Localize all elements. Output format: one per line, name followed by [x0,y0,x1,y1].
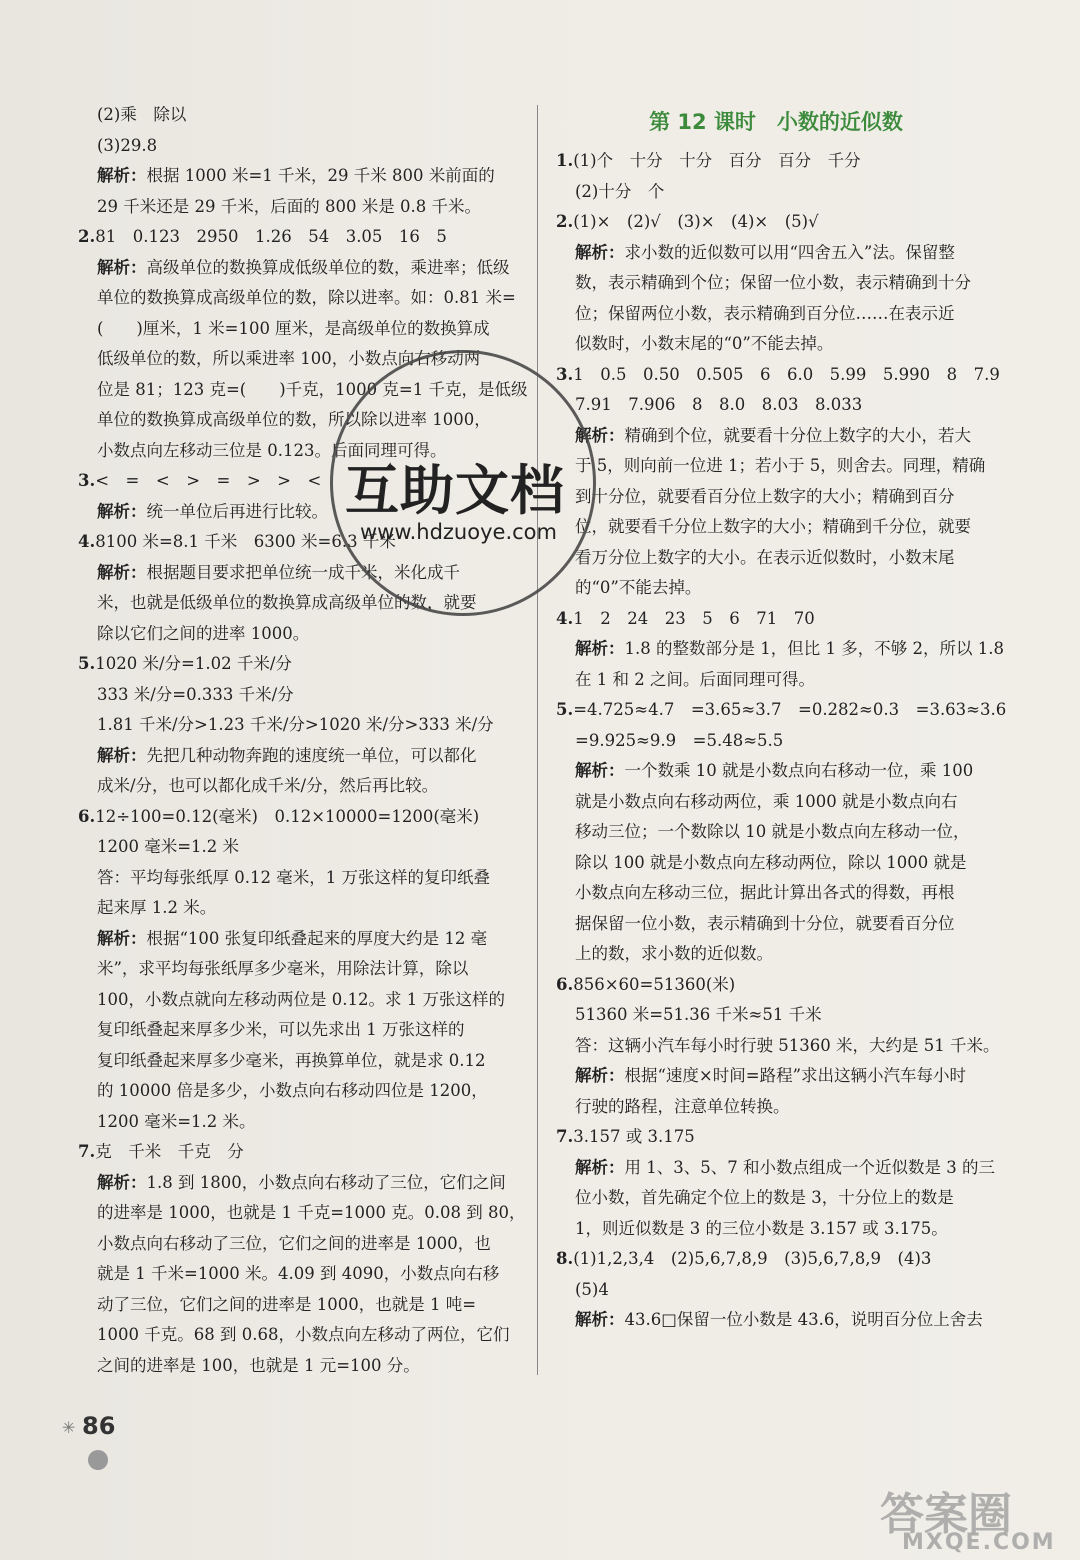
line-text: 51360 米=51.36 千米≈51 千米 [575,1005,822,1024]
line-text: 1 2 24 23 5 6 71 70 [573,608,815,628]
text-line [78,1015,518,1046]
text-line [556,665,996,696]
line-text: 100，小数点就向左移动两位是 0.12。求 1 万张这样的 [97,989,505,1009]
line-text: 统一单位后再进行比较。 [146,501,328,521]
right-column [556,100,1007,1336]
line-text: 米”，求平均每张纸厚多少毫米，用除法计算，除以 [97,959,469,978]
text-line [78,1290,518,1321]
line-text: 移动三位；一个数除以 10 就是小数点向左移动一位， [575,822,970,841]
section-heading: 第 12 课时 小数的近似数 [649,110,903,134]
text-line [556,787,996,818]
text-line [556,1214,996,1245]
text-line [78,131,518,162]
text-line [78,863,518,894]
text-line [556,573,996,604]
line-text: 答：平均每张纸厚 0.12 毫米，1 万张这样的复印纸叠 [97,867,490,887]
question-number: 6. [556,974,574,994]
text-line [556,1061,996,1092]
text-line [78,802,518,833]
text-line [78,283,518,314]
line-text: 精确到个位，就要看十分位上数字的大小，若大 [624,425,971,445]
question-number: 4. [78,532,96,551]
line-text: 1200 毫米=1.2 米 [97,837,240,856]
text-line [78,619,518,650]
line-text: 小数点向左移动三位是 0.123。后面同理可得。 [97,440,447,460]
analysis-label: 解析： [575,639,625,658]
text-line [78,1259,518,1290]
question-number: 3. [556,364,574,384]
question-number: 4. [556,608,574,628]
line-text: (2)十分 个 [575,181,665,201]
line-text: 复印纸叠起来厚多少米，可以先求出 1 万张这样的 [97,1020,465,1039]
question-number: 1. [556,151,574,170]
text-line [78,314,518,345]
analysis-label: 解析： [575,425,625,445]
analysis-label: 解析： [97,166,147,185]
text-line [78,985,518,1016]
text-line [78,741,518,772]
line-text: 上的数，求小数的近似数。 [575,944,773,963]
line-text: 1 0.5 0.50 0.505 6 6.0 5.99 5.990 8 7.9 [573,364,1000,384]
text-line [78,832,518,863]
text-line [556,390,996,421]
analysis-label: 解析： [97,501,147,521]
text-line [556,1153,996,1184]
text-line [556,207,996,238]
text-line [78,1229,518,1260]
text-line [556,421,996,452]
text-line [78,1168,518,1199]
stamp-url: www.hdzuoye.com [360,520,557,544]
line-text: 成米/分，也可以都化成千米/分，然后再比较。 [97,776,439,795]
text-line [78,161,518,192]
line-text: 单位的数换算成高级单位的数，所以除以进率 1000， [97,410,491,429]
corner-watermark-url: MXQE.COM [902,1530,1056,1555]
line-text: 在 1 和 2 之间。后面同理可得。 [575,669,815,689]
line-text: (3)29.8 [97,135,158,155]
text-line [556,756,996,787]
text-line [556,634,1004,665]
line-text: 1，则近似数是 3 的三位小数是 3.157 或 3.175。 [575,1218,948,1238]
text-line [556,1000,996,1031]
text-line [556,939,996,970]
text-line [78,649,518,680]
line-text: 除以它们之间的进率 1000。 [97,623,310,643]
question-number: 2. [556,212,574,231]
line-text: 8100 米=8.1 千米 6300 米=6.3 千米 [95,532,396,551]
analysis-label: 解析： [97,257,147,277]
analysis-label: 解析： [97,562,147,582]
line-text: 数，表示精确到个位；保留一位小数，表示精确到十分 [575,273,971,292]
line-text: 克 千米 千克 分 [95,1142,244,1161]
line-text: 位；保留两位小数，表示精确到百分位……在表示近 [575,303,955,323]
question-number: 2. [78,227,96,246]
line-text: 小数点向左移动三位，据此计算出各式的得数，再根 [575,883,955,902]
text-line [556,1305,996,1336]
analysis-label: 解析： [97,745,147,765]
text-line [556,1031,1000,1062]
line-text: 用 1、3、5、7 和小数点组成一个近似数是 3 的三 [624,1157,995,1177]
line-text: 81 0.123 2950 1.26 54 3.05 16 5 [95,227,447,246]
question-number: 3. [78,471,96,490]
line-text: 1000 千克。68 到 0.68，小数点向左移动了两位，它们 [97,1325,510,1344]
decorative-dot [88,1450,108,1470]
text-line [556,146,996,177]
analysis-label: 解析： [575,761,625,780]
text-line [78,771,518,802]
text-line [556,909,996,940]
line-text: 起来厚 1.2 米。 [97,898,217,917]
line-text: 除以 100 就是小数点向左移动两位，除以 1000 就是 [575,852,967,872]
question-number: 8. [556,1249,574,1268]
line-text: 1.8 的整数部分是 1，但比 1 多，不够 2，所以 1.8 [624,639,1004,658]
text-line [556,329,996,360]
line-text: 的 10000 倍是多少，小数点向右移动四位是 1200， [97,1081,488,1100]
line-text: =9.925≈9.9 =5.48≈5.5 [575,730,784,750]
question-number: 7. [556,1127,574,1146]
text-line [78,192,518,223]
line-text: 据保留一位小数，表示精确到十分位，就要看百分位 [575,913,955,933]
line-text: 行驶的路程，注意单位转换。 [575,1096,790,1116]
text-line [556,482,996,513]
analysis-label: 解析： [97,928,147,948]
line-text: 根据 1000 米=1 千米，29 千米 800 米前面的 [146,166,495,185]
question-number: 5. [556,700,574,719]
text-line [556,177,996,208]
text-line [78,1137,518,1168]
text-line [78,100,518,131]
text-line [556,360,1000,391]
line-text: 7.91 7.906 8 8.0 8.03 8.033 [575,395,863,414]
line-text: 之间的进率是 100，也就是 1 元=100 分。 [97,1355,420,1375]
text-line [556,970,996,1001]
text-line [556,451,996,482]
line-text: 就是小数点向右移动两位，乘 1000 就是小数点向右 [575,791,958,811]
text-line [78,222,518,253]
left-column [78,100,528,1381]
line-text: 1.8 到 1800，小数点向右移动了三位，它们之间 [146,1172,506,1192]
text-line [78,1046,518,1077]
line-text: 动了三位，它们之间的进率是 1000，也就是 1 吨= [97,1294,477,1314]
line-text: 似数时，小数末尾的“0”不能去掉。 [575,334,834,353]
line-text: 低级单位的数，所以乘进率 100，小数点向右移动两 [97,349,481,368]
text-line [556,268,996,299]
line-text: 333 米/分=0.333 千米/分 [97,684,294,704]
text-line [78,710,518,741]
line-text: 答：这辆小汽车每小时行驶 51360 米，大约是 51 千米。 [575,1035,1000,1055]
text-line [556,817,996,848]
line-text: 看万分位上数字的大小。在表示近似数时，小数末尾 [575,547,955,567]
line-text: 位小数，首先确定个位上的数是 3，十分位上的数是 [575,1188,954,1207]
text-line [78,680,518,711]
line-text: (1)个 十分 十分 百分 百分 千分 [573,151,861,170]
line-text: 根据题目要求把单位统一成千米，米化成千 [146,562,460,582]
line-text: 于 5，则向前一位进 1；若小于 5，则舍去。同理，精确 [575,456,986,475]
line-text: =4.725≈4.7 =3.65≈3.7 =0.282≈0.3 =3.63≈3.6 [573,700,1007,719]
analysis-label: 解析： [575,1066,625,1085]
line-text: 3.157 或 3.175 [573,1127,695,1146]
line-text: (1)1,2,3,4 (2)5,6,7,8,9 (3)5,6,7,8,9 (4)3 [573,1249,932,1268]
line-text: 就是 1 千米=1000 米。4.09 到 4090，小数点向右移 [97,1264,500,1283]
question-number: 7. [78,1142,96,1161]
text-line [78,1198,526,1229]
text-line [78,924,518,955]
question-number: 6. [78,806,96,826]
text-line [556,543,996,574]
text-line [556,878,996,909]
text-line [78,954,518,985]
text-line [556,512,996,543]
text-line [556,726,996,757]
star-icon: ✳ [62,1418,76,1437]
analysis-label: 解析： [575,242,625,262]
text-line [78,1351,518,1382]
text-line [556,695,1007,726]
line-text: 的“0”不能去掉。 [575,578,702,597]
line-text: 的进率是 1000，也就是 1 千克=1000 克。0.08 到 80， [97,1203,526,1222]
line-text: 1200 毫米=1.2 米。 [97,1111,256,1131]
text-line [556,1275,996,1306]
text-line [78,253,518,284]
text-line [78,1320,518,1351]
text-line [556,1244,996,1275]
stamp-title: 互助文档 [345,459,565,522]
text-line [556,848,996,879]
question-number: 5. [78,654,96,673]
text-line [556,238,996,269]
text-line [78,1076,518,1107]
line-text: 根据“100 张复印纸叠起来的厚度大约是 12 毫 [146,928,488,948]
line-text: 高级单位的数换算成低级单位的数，乘进率；低级 [146,257,510,277]
line-text: 43.6□保留一位小数是 43.6，说明百分位上舍去 [624,1310,983,1329]
line-text: 米，也就是低级单位的数换算成高级单位的数，就要 [97,593,477,612]
line-text: 单位的数换算成高级单位的数，除以进率。如：0.81 米= [97,288,516,307]
column-divider [537,105,538,1375]
line-text: 1.81 千米/分>1.23 千米/分>1020 米/分>333 米/分 [97,715,494,734]
text-line [78,1107,518,1138]
text-line [78,893,518,924]
analysis-label: 解析： [575,1310,625,1329]
line-text: (2)乘 除以 [97,105,187,124]
line-text: 29 千米还是 29 千米，后面的 800 米是 0.8 千米。 [97,196,481,216]
line-text: 位，就要看千分位上数字的大小；精确到千分位，就要 [575,517,971,536]
line-text: 小数点向右移动了三位，它们之间的进率是 1000，也 [97,1233,491,1253]
text-line [556,299,996,330]
line-text: 根据“速度×时间=路程”求出这辆小汽车每小时 [624,1066,967,1085]
analysis-label: 解析： [97,1172,147,1192]
line-text: (1)× (2)√ (3)× (4)× (5)√ [573,212,819,231]
corner-watermark-title: 答案圈 [880,1489,1012,1540]
line-text: 一个数乘 10 就是小数点向右移动一位，乘 100 [624,761,974,780]
line-text: 1020 米/分=1.02 千米/分 [95,654,292,673]
text-line [556,604,996,635]
page-number: 86 [82,1412,116,1440]
line-text: 复印纸叠起来厚多少毫米，再换算单位，就是求 0.12 [97,1050,486,1070]
line-text: (5)4 [575,1279,609,1299]
analysis-label: 解析： [575,1157,625,1177]
line-text: < = < > = > > < [95,471,322,490]
text-line [556,1183,996,1214]
line-text: 求小数的近似数可以用“四舍五入”法。保留整 [624,242,955,262]
line-text: 先把几种动物奔跑的速度统一单位，可以都化 [146,745,477,765]
line-text: 12÷100=0.12(毫米) 0.12×10000=1200(毫米) [95,806,480,826]
text-line [556,1092,996,1123]
line-text: ( )厘米，1 米=100 厘米，是高级单位的数换算成 [97,318,490,338]
line-text: 位是 81；123 克=( )千克，1000 克=1 千克，是低级 [97,379,528,399]
line-text: 到十分位，就要看百分位上数字的大小；精确到百分 [575,486,955,506]
line-text: 856×60=51360(米) [573,974,736,994]
text-line [556,1122,996,1153]
